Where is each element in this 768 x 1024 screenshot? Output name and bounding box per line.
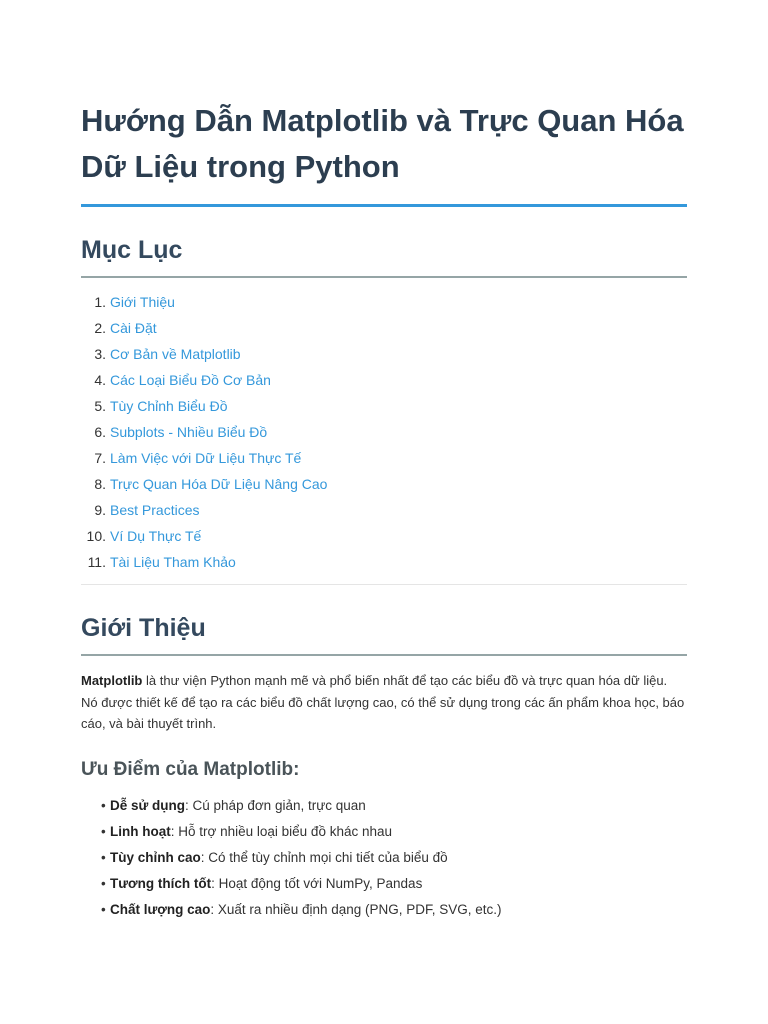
toc-item xyxy=(81,424,687,450)
toc-item-number: 2. xyxy=(94,320,106,336)
list-item xyxy=(81,850,687,876)
toc-item xyxy=(81,502,687,528)
section-divider xyxy=(81,584,687,585)
advantage-term: Dễ sử dụng xyxy=(110,797,186,813)
toc-link-tuy-chinh[interactable]: Tùy Chỉnh Biểu Đồ xyxy=(110,398,228,414)
toc-item-number: 5. xyxy=(94,398,106,414)
intro-paragraph xyxy=(81,670,687,735)
toc-item-number: 7. xyxy=(94,450,106,466)
toc-link-nang-cao[interactable]: Trực Quan Hóa Dữ Liệu Nâng Cao xyxy=(110,476,328,492)
advantage-desc: : Hoạt động tốt với NumPy, Pandas xyxy=(211,875,423,891)
toc-item-number: 10. xyxy=(86,528,106,544)
list-item xyxy=(81,902,687,928)
title-underline xyxy=(81,204,687,207)
advantages-heading: Ưu Điểm của Matplotlib: xyxy=(81,758,300,780)
toc-item xyxy=(81,528,687,554)
toc-link-cac-loai-bieu-do[interactable]: Các Loại Biểu Đồ Cơ Bản xyxy=(110,372,271,388)
list-item xyxy=(81,798,687,824)
toc-item xyxy=(81,346,687,372)
toc-item xyxy=(81,320,687,346)
toc-link-du-lieu-thuc-te[interactable]: Làm Việc với Dữ Liệu Thực Tế xyxy=(110,450,302,466)
toc-item-number: 6. xyxy=(94,424,106,440)
advantage-term: Tùy chỉnh cao xyxy=(110,849,201,865)
toc-item-number: 8. xyxy=(94,476,106,492)
toc-item xyxy=(81,476,687,502)
advantage-desc: : Hỗ trợ nhiều loại biểu đồ khác nhau xyxy=(170,823,392,839)
toc-link-cai-dat[interactable]: Cài Đặt xyxy=(110,320,157,336)
toc-item xyxy=(81,450,687,476)
intro-heading-underline xyxy=(81,654,687,656)
intro-heading: Giới Thiệu xyxy=(81,614,206,642)
toc-item-number: 11. xyxy=(87,554,106,570)
bullet: • xyxy=(101,849,106,865)
toc-item xyxy=(81,398,687,424)
toc-item xyxy=(81,294,687,320)
toc-link-tai-lieu[interactable]: Tài Liệu Tham Khảo xyxy=(110,554,236,570)
toc-item-number: 4. xyxy=(94,372,106,388)
toc-item-number: 1. xyxy=(94,294,106,310)
list-item xyxy=(81,824,687,850)
toc-link-co-ban[interactable]: Cơ Bản về Matplotlib xyxy=(110,346,241,362)
advantage-term: Linh hoạt xyxy=(110,823,171,839)
toc-link-gioi-thieu[interactable]: Giới Thiệu xyxy=(110,294,175,310)
toc-link-best-practices[interactable]: Best Practices xyxy=(110,502,200,518)
intro-paragraph-text: là thư viện Python mạnh mẽ và phổ biến nhất để tạo các biểu đồ và trực quan hóa dữ liệu. Nó được thiết kế để tạo ra các biểu đồ chất lượng cao, có thể sử dụng trong các ấn phẩm khoa học, báo cáo, và bài thuyết trình. xyxy=(81,673,685,731)
bullet: • xyxy=(101,797,106,813)
advantage-desc: : Xuất ra nhiều định dạng (PNG, PDF, SVG, etc.) xyxy=(210,901,502,917)
toc-item xyxy=(81,372,687,398)
intro-lead-bold: Matplotlib xyxy=(81,673,143,688)
table-of-contents xyxy=(81,294,687,580)
bullet: • xyxy=(101,875,106,891)
bullet: • xyxy=(101,901,106,917)
toc-link-subplots[interactable]: Subplots - Nhiều Biểu Đồ xyxy=(110,424,268,440)
advantage-desc: : Có thể tùy chỉnh mọi chi tiết của biểu đồ xyxy=(200,849,448,865)
advantage-term: Tương thích tốt xyxy=(110,875,212,891)
toc-item xyxy=(81,554,687,580)
list-item xyxy=(81,876,687,902)
bullet: • xyxy=(101,823,106,839)
page-title: Hướng Dẫn Matplotlib và Trực Quan Hóa Dữ Liệu trong Python xyxy=(81,103,684,184)
toc-link-vi-du[interactable]: Ví Dụ Thực Tế xyxy=(110,528,202,544)
toc-heading-underline xyxy=(81,276,687,278)
toc-item-number: 3. xyxy=(94,346,106,362)
toc-heading: Mục Lục xyxy=(81,236,183,264)
advantages-list xyxy=(81,798,687,928)
advantage-term: Chất lượng cao xyxy=(110,901,211,917)
advantage-desc: : Cú pháp đơn giản, trực quan xyxy=(185,797,366,813)
toc-item-number: 9. xyxy=(94,502,106,518)
